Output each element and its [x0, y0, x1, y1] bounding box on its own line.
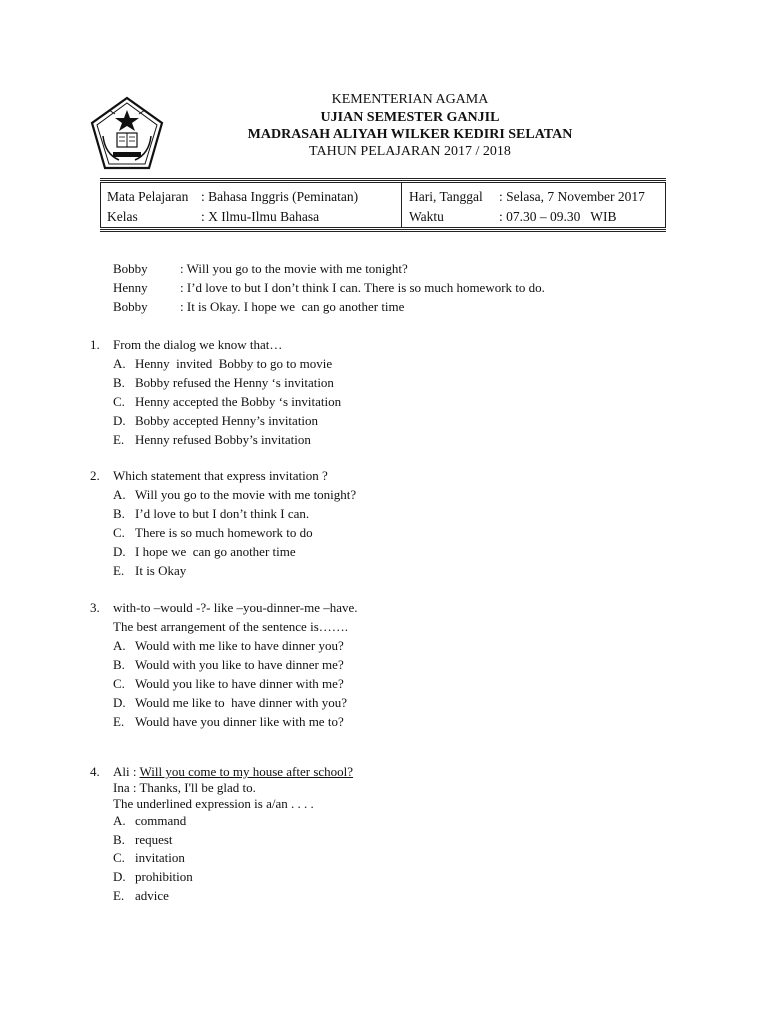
option-text: Would with you like to have dinner me? — [135, 657, 344, 672]
option-letter: D. — [113, 695, 126, 710]
option-text: Would you like to have dinner with me? — [135, 676, 344, 691]
option-text: prohibition — [135, 869, 193, 884]
answer-option — [113, 544, 296, 560]
option-letter: A. — [113, 813, 126, 828]
option-letter: D. — [113, 869, 126, 884]
option-text: Henny refused Bobby’s invitation — [135, 432, 311, 447]
option-text: There is so much homework to do — [135, 525, 313, 540]
option-text: Bobby accepted Henny’s invitation — [135, 413, 319, 428]
question-number: 4. — [90, 764, 100, 779]
option-letter: A. — [113, 638, 126, 653]
option-letter: C. — [113, 525, 125, 540]
ali-prefix: Ali : — [113, 764, 140, 779]
option-letter: C. — [113, 850, 125, 865]
time-value: : 07.30 – 09.30 WIB — [499, 209, 617, 224]
answer-option — [113, 638, 344, 654]
dialog-line: : I’d love to but I don’t think I can. There is so much homework to do. — [180, 280, 545, 295]
answer-option — [113, 506, 309, 522]
question-text: From the dialog we know that… — [113, 337, 283, 352]
option-text: It is Okay — [135, 563, 187, 578]
option-letter: E. — [113, 714, 125, 729]
option-letter: C. — [113, 676, 125, 691]
question-number: 2. — [90, 468, 100, 483]
subject-value: : Bahasa Inggris (Peminatan) — [201, 189, 359, 204]
option-text: Would have you dinner like with me to? — [135, 714, 344, 729]
question-number: 3. — [90, 600, 100, 615]
option-text: Would with me like to have dinner you? — [135, 638, 344, 653]
info-divider — [401, 183, 402, 227]
dialog-speaker: Bobby — [113, 261, 148, 276]
answer-option — [113, 394, 341, 410]
dialog-line: : Will you go to the movie with me tonight? — [180, 261, 408, 276]
answer-option — [113, 375, 334, 391]
question-text: The underlined expression is a/an . . . . — [113, 796, 314, 811]
dialog-speaker: Bobby — [113, 299, 148, 314]
time-label: Waktu — [409, 209, 444, 224]
option-text: I’d love to but I don’t think I can. — [135, 506, 310, 521]
ministry-emblem-logo — [89, 96, 165, 172]
answer-option — [113, 869, 193, 885]
answer-option — [113, 487, 356, 503]
option-letter: E. — [113, 563, 125, 578]
option-letter: E. — [113, 432, 125, 447]
option-text: Henny invited Bobby to go to movie — [135, 356, 333, 371]
school-name: MADRASAH ALIYAH WILKER KEDIRI SELATAN — [247, 127, 573, 142]
answer-option — [113, 413, 318, 429]
option-text: invitation — [135, 850, 185, 865]
option-letter: C. — [113, 394, 125, 409]
option-letter: B. — [113, 375, 125, 390]
option-letter: B. — [113, 657, 125, 672]
answer-option — [113, 657, 344, 673]
answer-option — [113, 676, 344, 692]
answer-option — [113, 832, 173, 848]
answer-option — [113, 563, 186, 579]
dialog-line-ina: Ina : Thanks, I'll be glad to. — [113, 780, 256, 795]
option-text: request — [135, 832, 173, 847]
answer-option — [113, 714, 344, 730]
option-text: I hope we can go another time — [135, 544, 296, 559]
underlined-expression: Will you come to my house after school? — [139, 764, 354, 779]
exam-info-box — [100, 178, 666, 232]
answer-option — [113, 888, 169, 904]
option-text: Henny accepted the Bobby ‘s invitation — [135, 394, 342, 409]
ministry-name: KEMENTERIAN AGAMA — [331, 92, 489, 107]
date-value: : Selasa, 7 November 2017 — [499, 189, 645, 204]
subject-label: Mata Pelajaran — [107, 189, 189, 204]
dialog-speaker: Henny — [113, 280, 148, 295]
class-label: Kelas — [107, 209, 138, 224]
answer-option — [113, 813, 186, 829]
question-text: Which statement that express invitation ? — [113, 468, 328, 483]
option-letter: D. — [113, 544, 126, 559]
answer-option — [113, 356, 332, 372]
question-instruction: The best arrangement of the sentence is……. — [113, 619, 348, 634]
answer-option — [113, 850, 185, 866]
class-value: : X Ilmu-Ilmu Bahasa — [201, 209, 320, 224]
answer-option — [113, 432, 311, 448]
option-letter: E. — [113, 888, 125, 903]
answer-option — [113, 525, 313, 541]
option-text: Bobby refused the Henny ‘s invitation — [135, 375, 334, 390]
question-text: with-to –would -?- like –you-dinner-me –have. — [113, 600, 358, 615]
option-letter: A. — [113, 487, 126, 502]
option-text: command — [135, 813, 187, 828]
exam-title: UJIAN SEMESTER GANJIL — [320, 110, 500, 125]
option-letter: B. — [113, 506, 125, 521]
dialog-line-ali — [113, 764, 353, 780]
option-letter: B. — [113, 832, 125, 847]
question-number: 1. — [90, 337, 100, 352]
option-text: Will you go to the movie with me tonight? — [135, 487, 357, 502]
answer-option — [113, 695, 347, 711]
dialog-line: : It is Okay. I hope we can go another time — [180, 299, 405, 314]
option-text: advice — [135, 888, 169, 903]
date-label: Hari, Tanggal — [409, 189, 483, 204]
option-text: Would me like to have dinner with you? — [135, 695, 347, 710]
option-letter: D. — [113, 413, 126, 428]
academic-year: TAHUN PELAJARAN 2017 / 2018 — [309, 144, 511, 159]
option-letter: A. — [113, 356, 126, 371]
